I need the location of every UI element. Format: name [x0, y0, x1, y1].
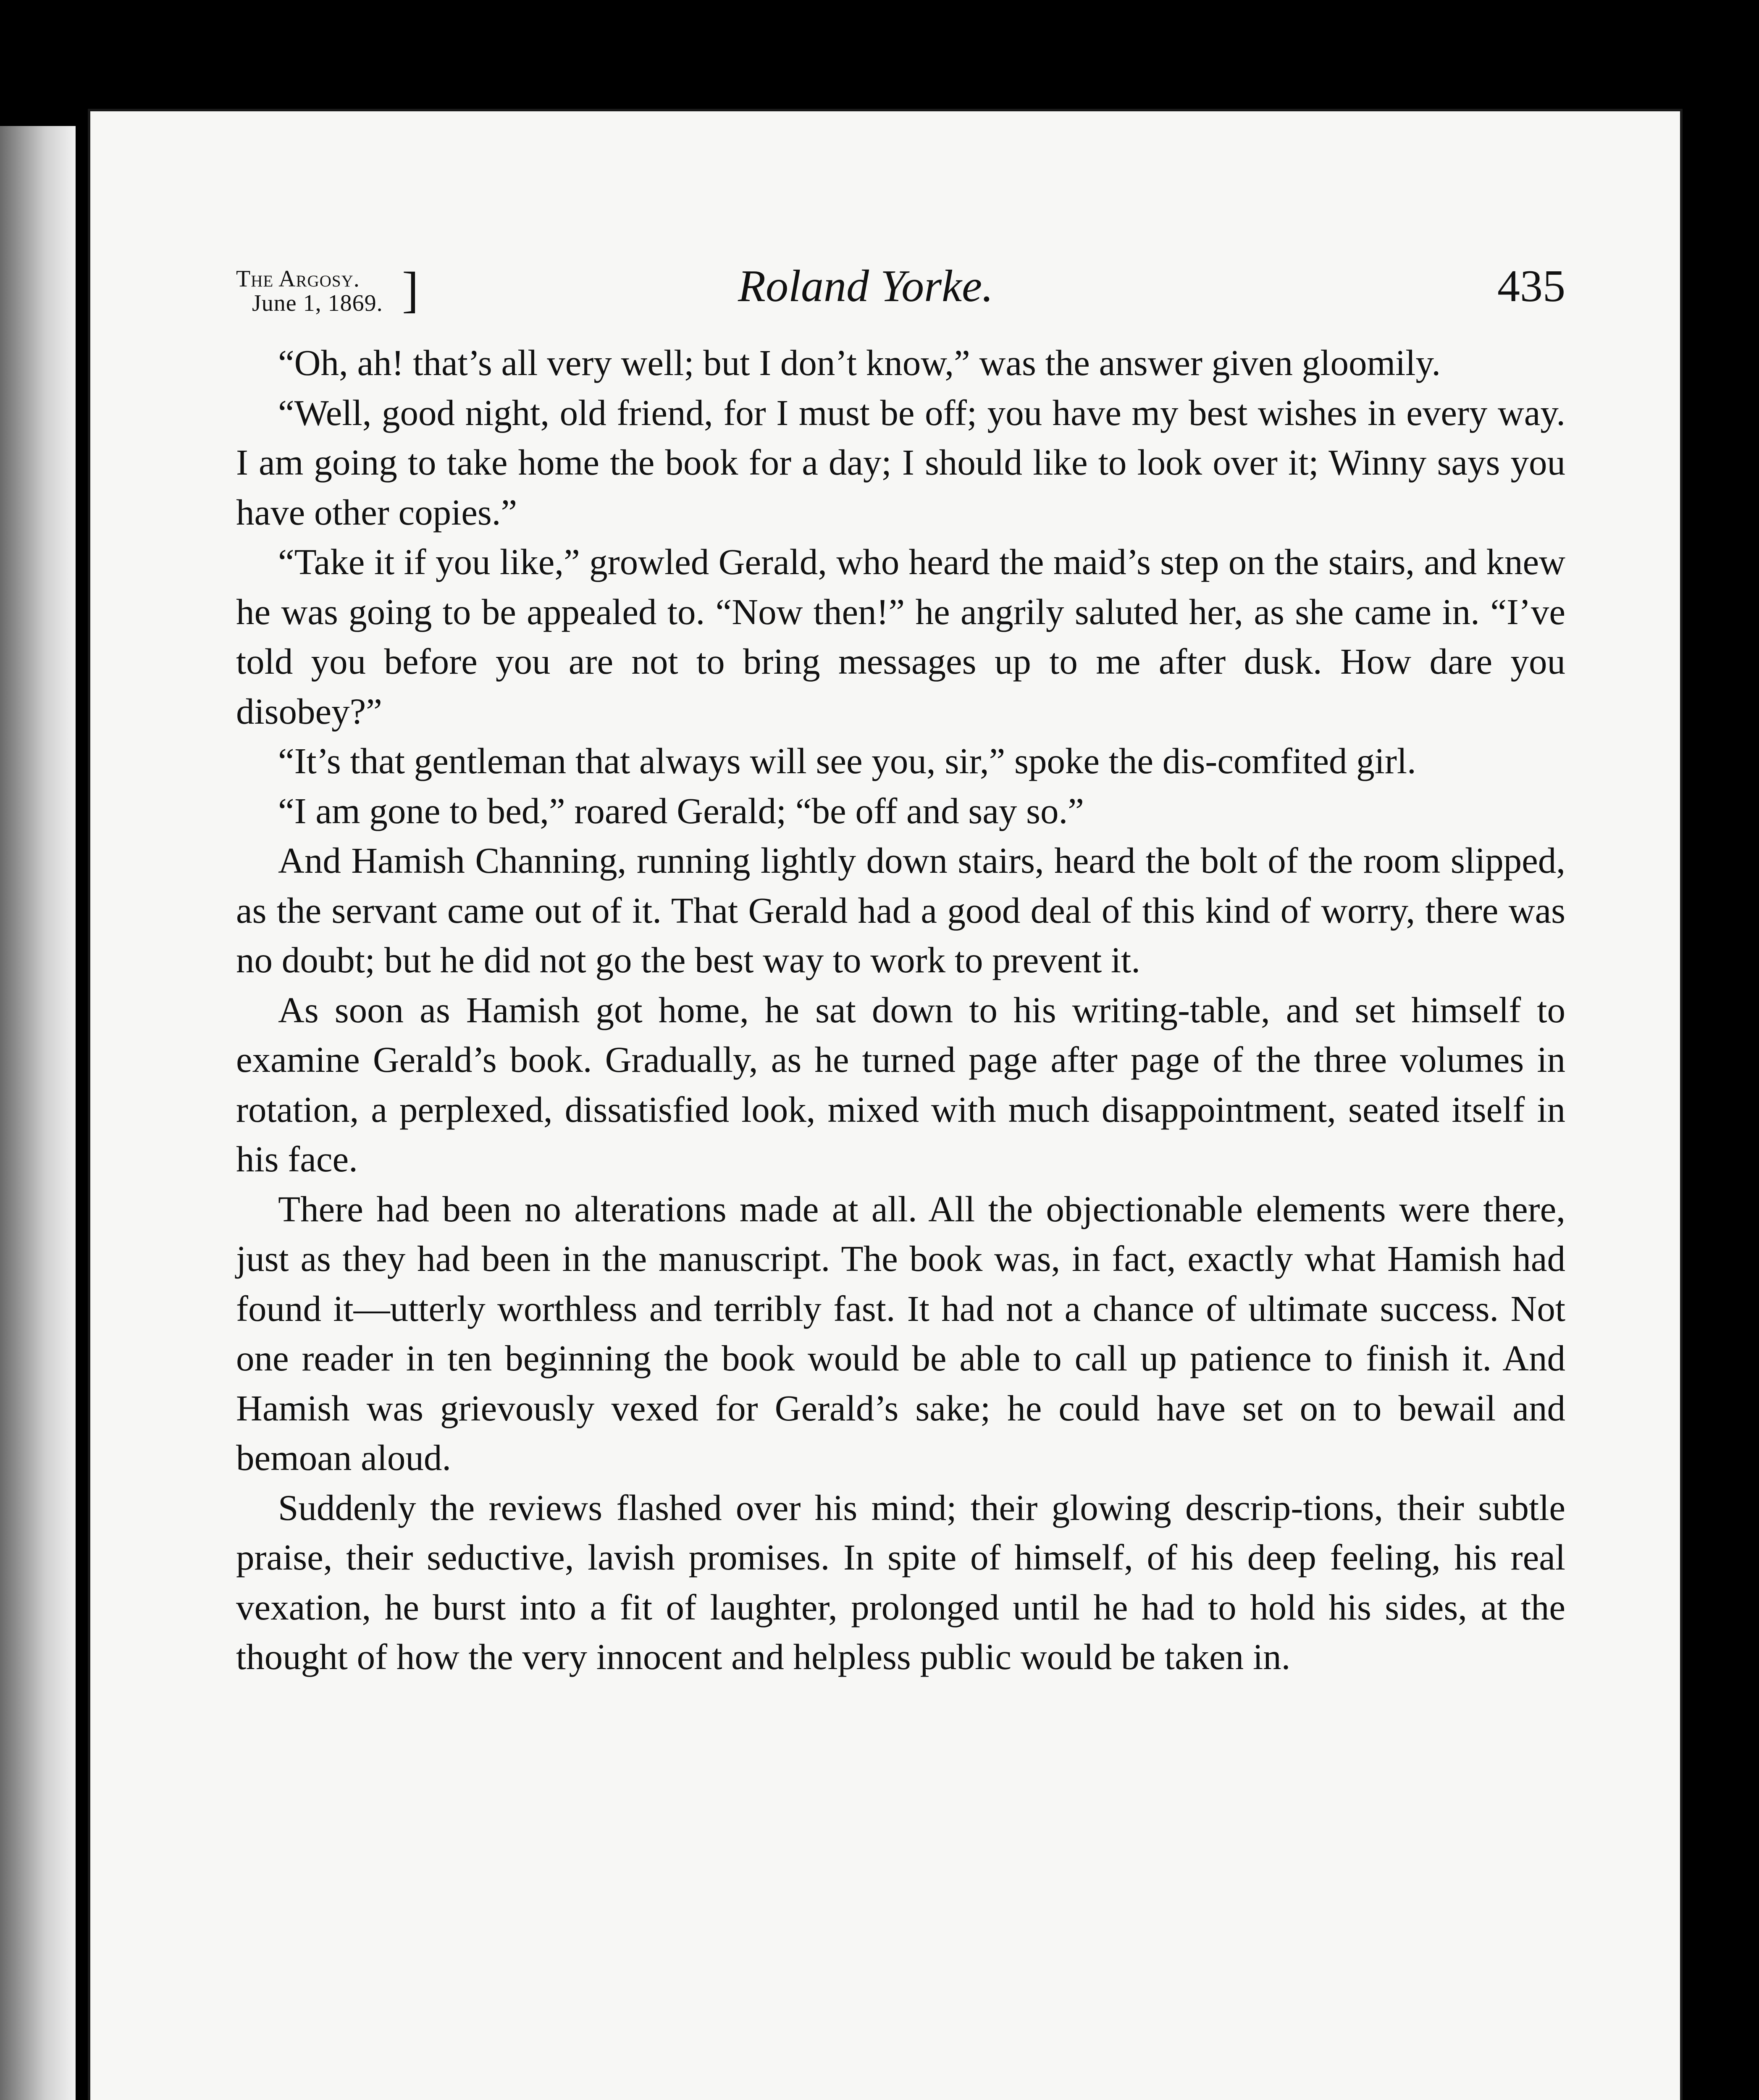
- paragraph: “Oh, ah! that’s all very well; but I don’t know,” was the answer given gloomily.: [278, 342, 1441, 383]
- issue-date: June 1, 1869.: [252, 290, 383, 316]
- running-header: [236, 250, 1565, 338]
- paragraph: And Hamish Channing, running lightly down stairs, heard the bolt of the room slipped, as the servant came out of it. That Gerald had a good deal of this kind of worry, there was no doubt; but he did not go the best way to work to prevent it.: [236, 840, 1565, 980]
- paragraph: “Well, good night, old friend, for I must be off; you have my best wishes in every way. I am going to take home the book for a day; I should like to look over it; Winny says you have other copies.”: [236, 392, 1565, 533]
- running-title: Roland Yorke.: [738, 261, 994, 311]
- magazine-name: The Argosy.: [236, 266, 360, 292]
- magazine-info: [236, 262, 419, 318]
- paragraph: “Take it if you like,” growled Gerald, who heard the maid’s step on the stairs, and knew he was going to be appealed to. “Now then!” he angrily saluted her, as she came in. “I’ve told you before you are not to bring messages up to me after dusk. How dare you disobey?”: [236, 541, 1565, 732]
- left-page-edge: [0, 126, 76, 2100]
- header-bracket: ]: [402, 262, 419, 318]
- page-number: 435: [1497, 261, 1565, 311]
- page-content: [236, 250, 1565, 1682]
- paragraph: There had been no alterations made at all. All the objectionable elements were there, just as they had been in the manuscript. The book was, in fact, exactly what Hamish had found it—utterly worthless and terribly fast. It had not a chance of ultimate success. Not one reader in ten beginning the book would be able to call up patience to finish it. And Hamish was grievously vexed for Gerald’s sake; he could have set on to bewail and bemoan aloud.: [236, 1188, 1565, 1478]
- paragraph: “It’s that gentleman that always will see you, sir,” spoke the dis-comfited girl.: [278, 740, 1416, 781]
- body-text: [236, 338, 1565, 1682]
- paragraph: As soon as Hamish got home, he sat down to his writing-table, and set himself to examine Gerald’s book. Gradually, as he turned page after page of the three volumes in rotation, a perplexed, dissatisfied look, mixed with much disappointment, seated itself in his face.: [236, 989, 1565, 1179]
- paragraph: Suddenly the reviews flashed over his mind; their glowing descrip-tions, their subtle praise, their seductive, lavish promises. In spite of himself, of his deep feeling, his real vexation, he burst into a fit of laughter, prolonged until he had to hold his sides, at the thought of how the very innocent and helpless public would be taken in.: [236, 1487, 1565, 1677]
- book-page: [90, 111, 1680, 2100]
- paragraph: “I am gone to bed,” roared Gerald; “be off and say so.”: [278, 790, 1084, 831]
